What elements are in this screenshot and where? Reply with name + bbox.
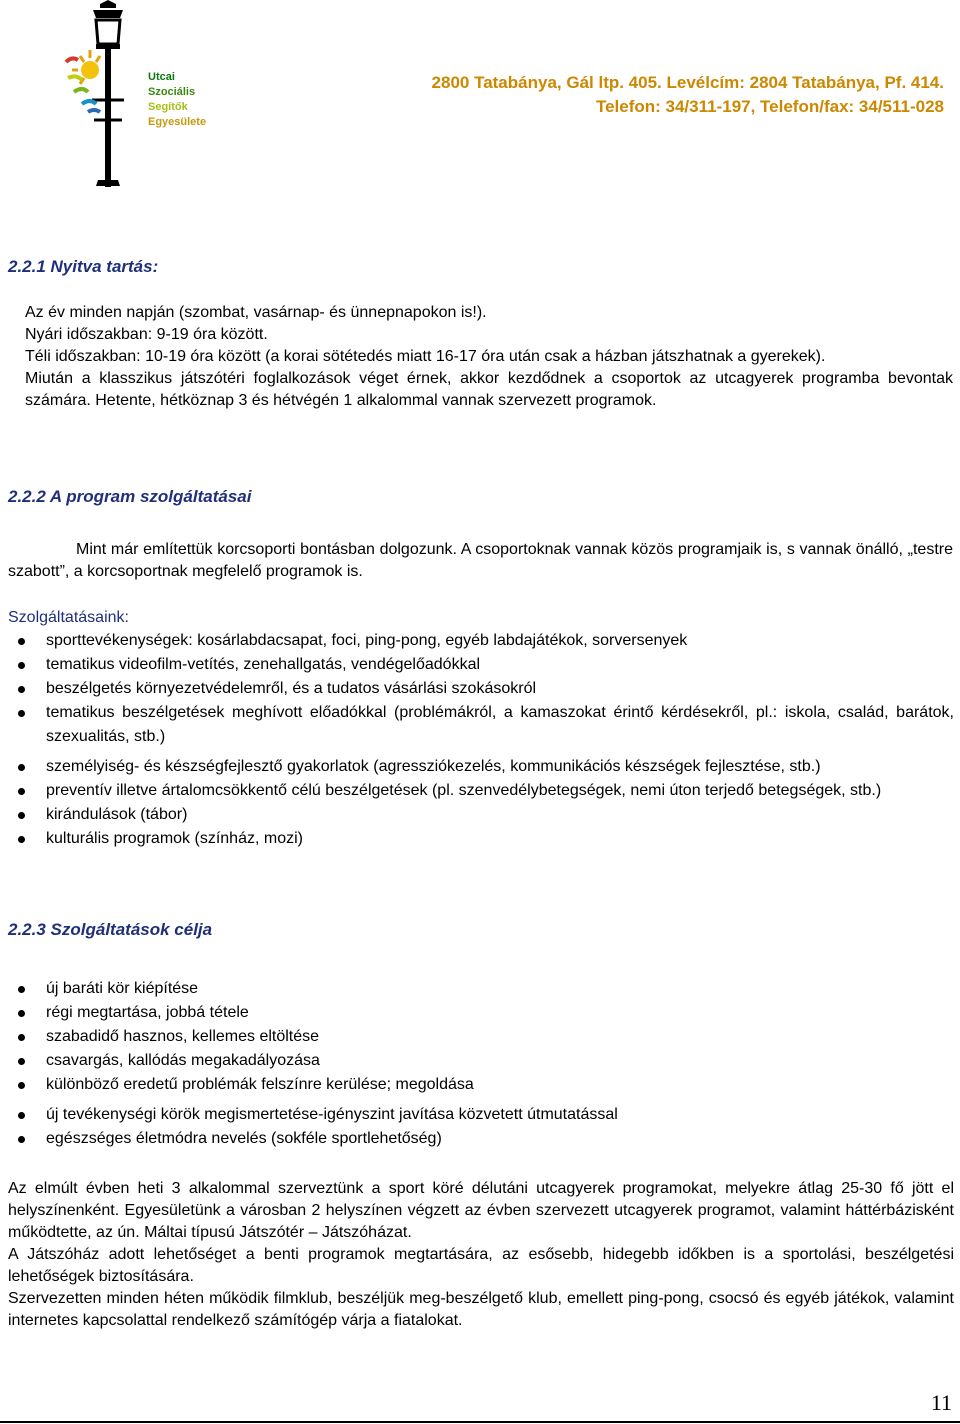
list-item: régi megtartása, jobbá tétele <box>8 1001 954 1025</box>
services-list <box>8 629 954 851</box>
list-item: új tevékenységi körök megismertetése-igényszint javítása közvetett útmutatással <box>8 1103 954 1127</box>
org-name-line: Egyesülete <box>148 116 207 128</box>
intro-text: Mint már említettük korcsoporti bontásban dolgozunk. <box>76 541 457 558</box>
list-item: új baráti kör kiépítése <box>8 977 954 1001</box>
org-name-line: Szociális <box>148 86 196 98</box>
services-label: Szolgáltatásaink: <box>8 609 129 626</box>
org-name-line: Utcai <box>148 71 175 83</box>
section-221-heading: 2.2.1 Nyitva tartás: <box>8 257 159 276</box>
list-item: tematikus videofilm-vetítés, zenehallgatás, vendégelőadókkal <box>8 653 954 677</box>
list-item: személyiség- és készségfejlesztő gyakorlatok (agressziókezelés, kommunikációs készségek fejlesztése, stb.) <box>8 755 954 779</box>
paragraph: Szervezetten minden héten működik filmklub, beszéljük meg-beszélgető klub, emellett ping-pong, csocsó és egyéb játékok, valamint internetes kapcsolattal rendelkező számítógép várja a fiatalokat. <box>8 1290 954 1329</box>
list-item: sporttevékenységek: kosárlabdacsapat, foci, ping-pong, egyéb labdajátékok, sorversenyek <box>8 629 954 653</box>
section-222-heading: 2.2.2 A program szolgáltatásai <box>8 487 252 506</box>
body-line: Az év minden napján (szombat, vasárnap- és ünnepnapokon is!). <box>25 304 487 321</box>
body-line: Miután a klasszikus játszótéri foglalkozások véget érnek, akkor kezdődnek a csoportok az utcagyerek programba bevontak számára. <box>25 370 953 409</box>
body-line: Téli időszakban: 10-19 óra között (a korai sötétedés miatt 16-17 óra után csak a házban játszhatnak a gyerekek). <box>25 348 826 365</box>
section-223-heading: 2.2.3 Szolgáltatások célja <box>8 920 213 939</box>
paragraph: Az elmúlt évben heti 3 alkalommal szerveztünk a sport köré délutáni utcagyerek programokat, melyekre átlag 25-30 fő jött el helyszínenként. Egyesületünk a városban 2 helyszínen végzett az évben szervezett utcagyerek programot, valamint háttérbázisként működtette, az ún. Máltai típusú Játszótér – Játszóházat. <box>8 1180 954 1241</box>
list-item: csavargás, kallódás megakadályozása <box>8 1049 954 1073</box>
closing-text <box>8 1178 954 1332</box>
paragraph: A Játszóház adott lehetőséget a benti programok megtartására, az esősebb, hidegebb időkben is a sportolási, beszélgetési lehetőségek biztosítására. <box>8 1246 954 1285</box>
page-number: 11 <box>930 1390 952 1415</box>
intro-text: A csoportoknak vannak közös programjaik is, s vannak önálló, „testre szabott”, a korcsoportnak megfelelő programok is. <box>8 541 953 580</box>
organization-name <box>148 70 206 130</box>
list-item: szabadidő hasznos, kellemes eltöltése <box>8 1025 954 1049</box>
address-line: 2800 Tatabánya, Gál ltp. 405. Levélcím: 2804 Tatabánya, Pf. 414. <box>431 73 944 92</box>
phone-line: Telefon: 34/311-197, Telefon/fax: 34/511-028 <box>595 97 944 116</box>
body-line: Nyári időszakban: 9-19 óra között. <box>25 326 268 343</box>
organization-logo <box>60 0 156 190</box>
list-item: kirándulások (tábor) <box>8 803 954 827</box>
org-name-line: Segítők <box>148 101 188 113</box>
goals-list <box>8 977 954 1151</box>
list-item: különböző eredetű problémák felszínre kerülése; megoldása <box>8 1073 954 1097</box>
body-line: Hetente, hétköznap 3 és hétvégén 1 alkalommal vannak szervezett programok. <box>95 392 657 409</box>
list-item: preventív illetve ártalomcsökkentő célú beszélgetések (pl. szenvedélybetegségek, nemi úton terjedő betegségek, stb.) <box>8 779 954 803</box>
list-item: kulturális programok (színház, mozi) <box>8 827 954 851</box>
section-221-body <box>25 302 953 412</box>
list-item: tematikus beszélgetések meghívott előadókkal (problémákról, a kamaszokat érintő kérdésekről, pl.: iskola, család, barátok, szexualitás, stb.) <box>8 701 954 749</box>
letterhead-contact <box>304 71 944 119</box>
section-222-intro <box>8 539 953 583</box>
list-item: beszélgetés környezetvédelemről, és a tudatos vásárlási szokásokról <box>8 677 954 701</box>
list-item: egészséges életmódra nevelés (sokféle sportlehetőség) <box>8 1127 954 1151</box>
footer-rule <box>0 1421 960 1423</box>
